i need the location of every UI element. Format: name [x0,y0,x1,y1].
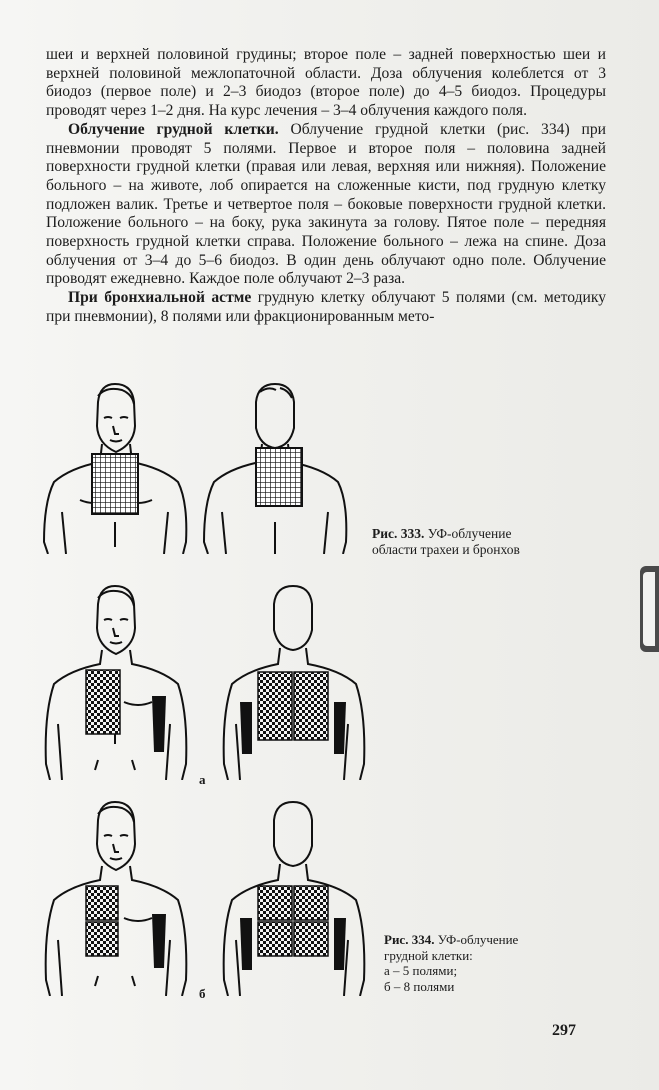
fig334a-front-torso [40,584,190,780]
page-number: 297 [552,1022,576,1039]
figure-333-line1: УФ-облучение [427,526,512,541]
paragraph-2-heading: Облучение грудной клетки. [68,120,279,138]
paragraph-1: шеи и верхней половиной грудины; второе поле – задней поверхностью шеи и верхней половиной межлопаточной области. Доза облучения колеблется от 3 биодоз (первое поле) и 2–3 биодоз (второе поле) до 4–5 биодоз. Процедуры проводят через 1–2 дня. На курс лечения – 3–4 облучения каждого поля. [46,46,606,120]
figure-334-line2: грудной клетки: [384,947,473,963]
body-text [46,46,606,327]
figure-334-line3: а – 5 полями; [384,963,458,978]
page-thumb-tab [640,566,659,652]
fig334b-front-torso [40,800,190,996]
fig334b-back-torso [218,800,368,996]
figure-333-line2: области трахеи и бронхов [372,542,520,557]
paragraph-3 [46,289,606,326]
paragraph-3-text: грудную клетку облучают 5 полями (см. методику при пневмонии), 8 полями или фракционированным мето- [46,289,607,325]
figure-334-label: Рис. 334. [384,932,435,947]
fig334a-back-torso [218,584,368,780]
figure-333-caption [372,526,520,558]
paragraph-2-text: Облучение грудной клетки (рис. 334) при пневмонии проводят 5 полями. Первое и второе поля – половина задней поверхности грудной клетки (правая или левая, верхняя или нижняя). Положение больного – на животе, лоб опирается на сложенные кисти, под грудную клетку подложен валик. Третье и четвертое поля – боковые поверхности грудной клетки. Положение больного – на боку, рука закинута за голову. Пятое поле – передняя поверхность грудной клетки справа. Положение больного – лежа на спине. Доза облучения от 3–4 до 5–6 биодоз. В один день облучают одно поле. Облучение проводят ежедневно. Каждое поле облучают 2–3 раза. [46,120,606,288]
paragraph-2 [46,121,606,289]
figure-334-mark-b: б [199,986,206,1001]
figure-334-mark-a: а [199,772,206,787]
figure-334-caption [384,932,518,994]
figure-333-label: Рис. 333. [372,526,425,541]
figure-334-line1: УФ-облучение [437,932,519,947]
fig333-front-torso [40,382,190,554]
paragraph-3-heading: При бронхиальной астме [68,289,252,307]
fig333-back-torso [200,382,350,554]
figure-334-line4: б – 8 полями [384,978,455,994]
